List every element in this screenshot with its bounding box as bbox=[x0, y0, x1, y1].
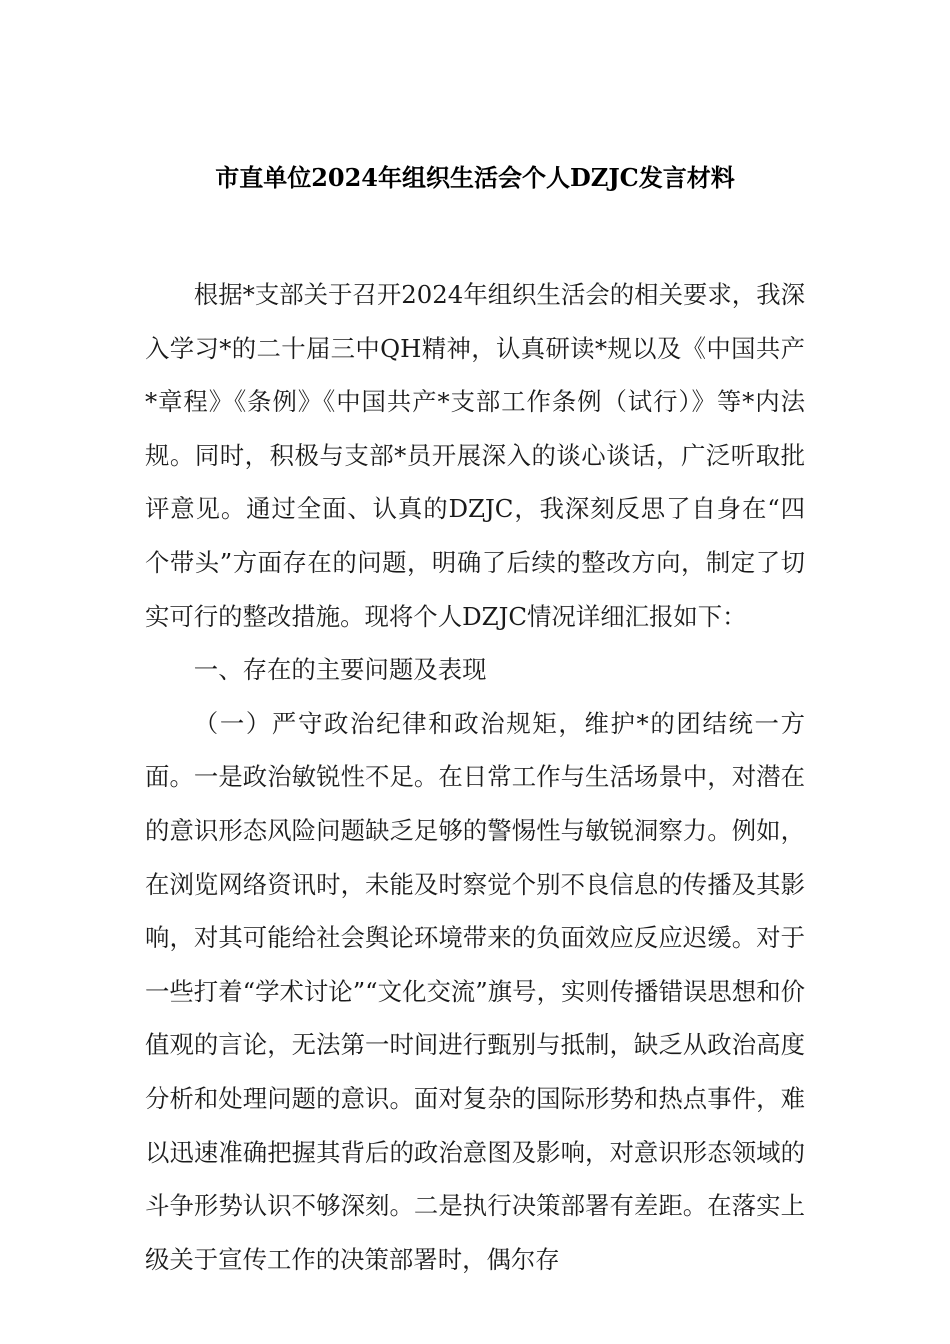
intro-paragraph: 根据*支部关于召开2024年组织生活会的相关要求，我深入学习*的二十届三中QH精神，认真研读*规以及《中国共产*章程》《条例》《中国共产*支部工作条例（试行）》等*内法规。同时，积极与支部*员开展深入的谈心谈话，广泛听取批评意见。通过全面、认真的DZJC，我深刻反思了自身在“四个带头”方面存在的问题，明确了后续的整改方向，制定了切实可行的整改措施。现将个人DZJC情况详细汇报如下： bbox=[145, 280, 805, 631]
document-body bbox=[145, 268, 805, 1286]
document-title: 市直单位2024年组织生活会个人DZJC发言材料 bbox=[215, 163, 735, 192]
subsection-paragraph: （一）严守政治纪律和政治规矩，维护*的团结统一方面。一是政治敏锐性不足。在日常工作与生活场景中，对潜在的意识形态风险问题缺乏足够的警惕性与敏锐洞察力。例如，在浏览网络资讯时，未能及时察觉个别不良信息的传播及其影响，对其可能给社会舆论环境带来的负面效应反应迟缓。对于一些打着“学术讨论”“文化交流”旗号，实则传播错误思想和价值观的言论，无法第一时间进行甄别与抵制，缺乏从政治高度分析和处理问题的意识。面对复杂的国际形势和热点事件，难以迅速准确把握其背后的政治意图及影响，对意识形态领域的斗争形势认识不够深刻。二是执行决策部署有差距。在落实上级关于宣传工作的决策部署时，偶尔存 bbox=[145, 708, 805, 1274]
section-heading: 一、存在的主要问题及表现 bbox=[193, 655, 487, 685]
